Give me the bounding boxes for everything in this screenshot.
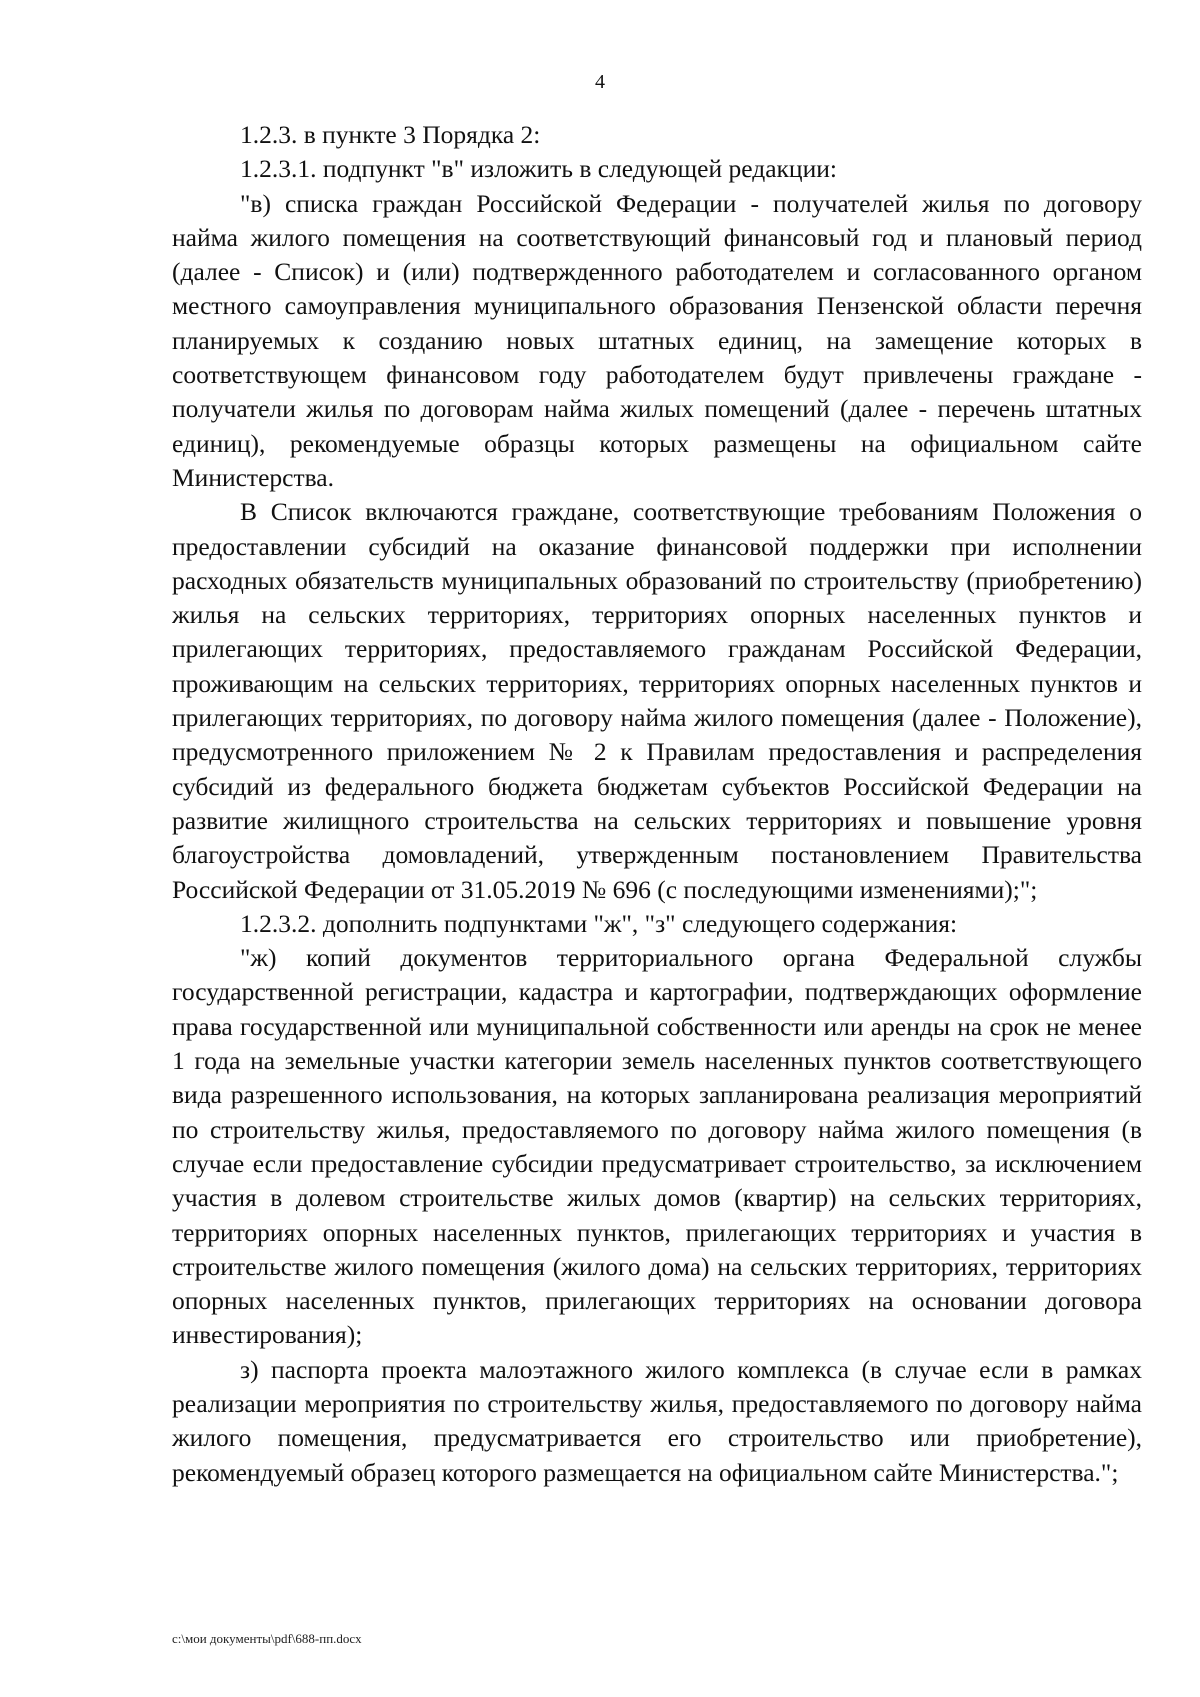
paragraph-1-2-3: 1.2.3. в пункте 3 Порядка 2: (240, 120, 541, 149)
paragraph-1-2-3-1: 1.2.3.1. подпункт "в" изложить в следующей редакции: (240, 154, 837, 184)
paragraph-subitem-zh: "ж) копий документов территориального органа Федеральной службы государственной регистрации, кадастра и картографии, подтверждающих оформление права государственной или муниципальной собственности или аренды на срок не менее 1 года на земельные участки категории земель населенных пунктов соответствующего вида разрешенного использования, на которых запланирована реализация мероприятий по строительству жилья, предоставляемого по договору найма жилого помещения (в случае если предоставление субсидии предусматривает строительство, за исключением участия в долевом строительстве жилых домов (квартир) на сельских территориях, территориях опорных населенных пунктов, прилегающих территориях и участия в строительстве жилого помещения (жилого дома) на сельских территориях, территориях опорных населенных пунктов, прилегающих территориях на основании договора инвестирования); (172, 943, 1142, 1350)
document-body (172, 118, 1142, 1490)
paragraph-1-2-3-2: 1.2.3.2. дополнить подпунктами "ж", "з" следующего содержания: (240, 908, 958, 938)
paragraph-subitem-v: "в) списка граждан Российской Федерации - получателей жилья по договору найма жилого помещения на соответствующий финансовый год и плановый период (далее - Список) и (или) подтвержденного работодателем и согласованного органом местного самоуправления муниципального образования Пензенской области перечня планируемых к созданию новых штатных единиц, на замещение которых в соответствующем финансовом году работодателем будут привлечены граждане - получатели жилья по договорам найма жилых помещений (далее - перечень штатных единиц), рекомендуемые образцы которых размещены на официальном сайте Министерства. (172, 188, 1142, 492)
paragraph-list-requirements: В Список включаются граждане, соответствующие требованиям Положения о предоставлении субсидий на оказание финансовой поддержки при исполнении расходных обязательств муниципальных образований по строительству (приобретению) жилья на сельских территориях, территориях опорных населенных пунктов и прилегающих территориях, предоставляемого гражданам Российской Федерации, проживающим на сельских территориях, территориях опорных населенных пунктов и прилегающих территориях, по договору найма жилого помещения (далее - Положение), предусмотренного приложением № 2 к Правилам предоставления и распределения субсидий из федерального бюджета бюджетам субъектов Российской Федерации на развитие жилищного строительства на сельских территориях и повышение уровня благоустройства домовладений, утвержденным постановлением Правительства Российской Федерации от 31.05.2019 № 696 (с последующими изменениями);"; (172, 497, 1142, 904)
footer-file-path: c:\мои документы\pdf\688-пп.docx (172, 1631, 362, 1646)
page-number: 4 (595, 71, 605, 93)
paragraph-subitem-z: з) паспорта проекта малоэтажного жилого комплекса (в случае если в рамках реализации мероприятия по строительству жилья, предоставляемого по договору найма жилого помещения, предусматривается его строительство или приобретение), рекомендуемый образец которого размещается на официальном сайте Министерства."; (172, 1354, 1142, 1487)
